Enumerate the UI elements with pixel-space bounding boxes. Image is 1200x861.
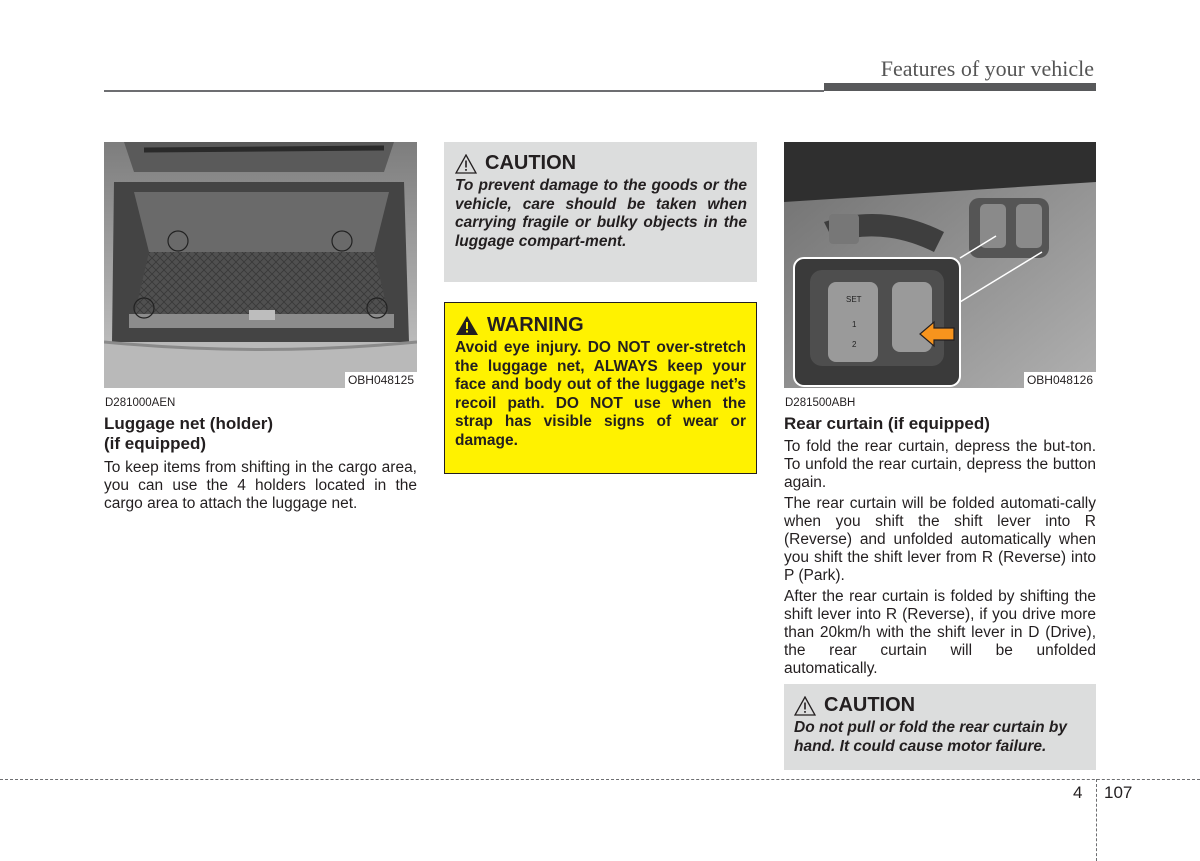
memory-1-label: 1 bbox=[852, 320, 857, 329]
caution-box bbox=[444, 142, 757, 282]
set-button-label: SET bbox=[846, 295, 862, 304]
footer-dashed-rule bbox=[0, 779, 1200, 780]
section-title bbox=[104, 414, 273, 454]
footer-dashed-divider bbox=[1096, 779, 1097, 861]
section-body bbox=[784, 438, 1096, 681]
image-code: OBH048125 bbox=[345, 372, 417, 388]
door-switch-illustration bbox=[784, 142, 1096, 388]
body-paragraph: The rear curtain will be folded automati-cally when you shift the shift lever into R (Reverse) and unfolded automatically when you shift the shift lever from R (Reverse) into P (Park). bbox=[784, 494, 1096, 585]
memory-2-label: 2 bbox=[852, 340, 857, 349]
page-number: 107 bbox=[1104, 783, 1133, 802]
section-code: D281500ABH bbox=[785, 397, 856, 409]
warning-heading-label: WARNING bbox=[487, 314, 584, 336]
caution-triangle-icon bbox=[794, 696, 816, 716]
chapter-number: 4 bbox=[1073, 783, 1083, 802]
caution-heading bbox=[794, 694, 1088, 717]
header-rule-thick bbox=[824, 83, 1096, 91]
caution-heading-label: CAUTION bbox=[824, 694, 916, 716]
trunk-photo bbox=[104, 142, 417, 388]
section-code: D281000AEN bbox=[105, 397, 176, 409]
section-body: To keep items from shifting in the cargo area, you can use the 4 holders located in the cargo area to attach the luggage net. bbox=[104, 459, 417, 513]
caution-triangle-icon bbox=[455, 154, 477, 174]
section-title-line1: Luggage net (holder) bbox=[104, 414, 274, 433]
caution-text: To prevent damage to the goods or the vehicle, care should be taken when carrying fragile or bulky objects in the luggage compart-ment. bbox=[455, 177, 747, 250]
caution-heading bbox=[455, 152, 747, 175]
warning-text: Avoid eye injury. DO NOT over-stretch the luggage net, ALWAYS keep your face and body out of the luggage net’s recoil path. DO NOT use when the strap has visible signs of wear or damage. bbox=[455, 339, 746, 449]
warning-triangle-icon bbox=[455, 315, 479, 336]
door-switch-photo bbox=[784, 142, 1096, 388]
warning-heading bbox=[455, 314, 746, 337]
body-paragraph: After the rear curtain is folded by shifting the shift lever into R (Reverse), if you drive more than 20km/h with the shift lever in D (Drive), the rear curtain will be unfolded automatically. bbox=[784, 587, 1096, 678]
body-paragraph: To fold the rear curtain, depress the but-ton. To unfold the rear curtain, depress the button again. bbox=[784, 438, 1096, 492]
running-header: Features of your vehicle bbox=[880, 56, 1094, 81]
header-rule bbox=[104, 90, 824, 92]
caution-box bbox=[784, 684, 1096, 770]
caution-text: Do not pull or fold the rear curtain by hand. It could cause motor failure. bbox=[794, 719, 1067, 755]
trunk-illustration bbox=[104, 142, 417, 388]
image-code: OBH048126 bbox=[1024, 372, 1096, 388]
caution-heading-label: CAUTION bbox=[485, 152, 577, 174]
section-title: Rear curtain (if equipped) bbox=[784, 414, 990, 433]
warning-box bbox=[444, 302, 757, 474]
section-title-line2: (if equipped) bbox=[104, 434, 206, 453]
